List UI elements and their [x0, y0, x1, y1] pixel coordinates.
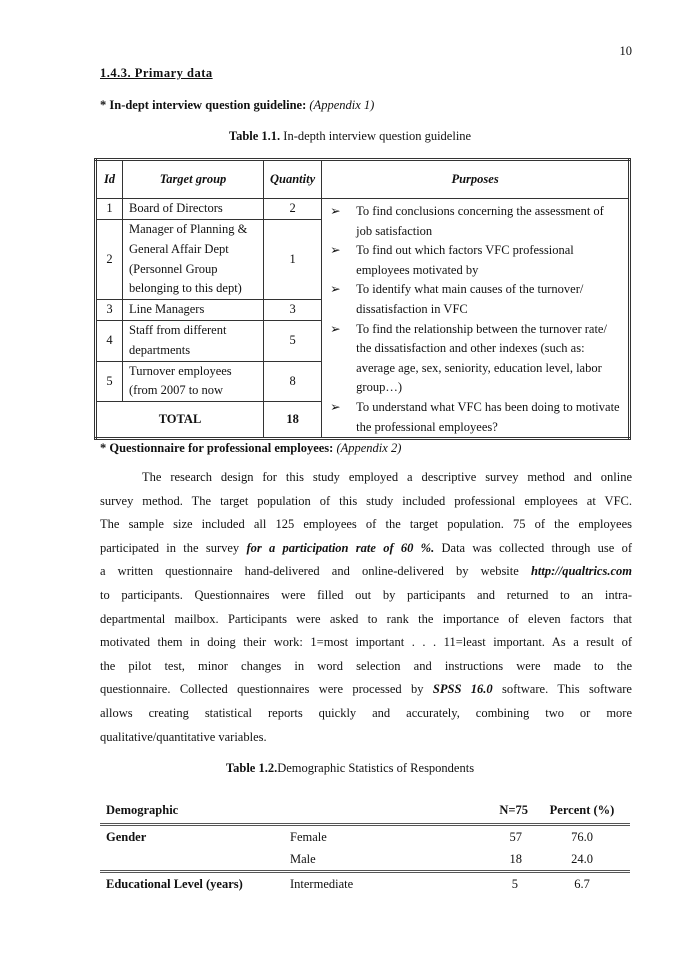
cell-demographic: Educational Level (years) [106, 876, 243, 891]
header-percent: Percent (%) [549, 802, 615, 817]
cell-id: 1 [96, 199, 123, 220]
table1-caption-number: Table 1.1. [228, 129, 281, 143]
purpose-item [328, 202, 622, 241]
text-segment: participated in the survey [100, 540, 247, 555]
header-demographic: Demographic [106, 802, 179, 817]
purpose-text: To identify what main causes of the turnover/ dissatisfaction in VFC [356, 282, 584, 316]
arrow-bullet-icon: ➢ [330, 321, 341, 336]
cell-group: Manager of Planning & General Affair Dept (Personnel Group belonging to this dept) [123, 220, 264, 300]
cell-group: Turnover employees (from 2007 to now [123, 361, 264, 402]
cell-group: Line Managers [123, 300, 264, 321]
paragraph-line [100, 517, 632, 535]
text-segment: to participants. Questionnaires were filled out by participants and returned to an intra- [100, 588, 632, 602]
header-n: N=75 [499, 802, 528, 817]
cell-group: Staff from different departments [123, 320, 264, 361]
text-segment: departmental mailbox. Participants were asked to rank the importance of eleven factors that [100, 611, 632, 626]
cell-id: 3 [96, 300, 123, 321]
interview-guideline-label [100, 98, 374, 113]
emphasis-text: for a participation rate of 60 %. [246, 540, 435, 555]
cell-subcategory: Intermediate [290, 876, 354, 891]
cell-qty: 1 [264, 220, 322, 300]
paragraph-line [142, 470, 632, 488]
text-segment: a written questionnaire hand-delivered and online-delivered by website [100, 564, 531, 579]
paragraph-line [100, 494, 632, 512]
table2-caption [0, 761, 700, 776]
questionnaire-label [100, 441, 401, 456]
arrow-bullet-icon: ➢ [330, 204, 341, 218]
interview-table [94, 158, 631, 440]
purpose-text: To understand what VFC has been doing to motivate the professional employees? [356, 399, 620, 434]
section-heading: 1.4.3. Primary data [100, 66, 213, 80]
arrow-bullet-icon: ➢ [330, 282, 341, 297]
text-segment: questionnaire. Collected questionnaires were processed by [100, 682, 433, 697]
header-target-group: Target group [123, 160, 264, 199]
table-row [100, 848, 630, 872]
cell-subcategory: Female [290, 829, 327, 844]
cell-group: Board of Directors [123, 199, 264, 220]
cell-demographic [100, 848, 284, 872]
cell-percent: 24.0 [571, 851, 593, 866]
purpose-item [328, 320, 622, 398]
cell-qty: 2 [264, 199, 322, 220]
cell-demographic: Gender [106, 829, 147, 844]
purpose-text: To find the relationship between the turnover rate/ the dissatisfaction and other indexes (such as: average age, sex, seniority, education level, labor group…) [356, 321, 607, 395]
demographic-table [100, 797, 630, 895]
total-label: TOTAL [96, 402, 264, 439]
cell-n: 5 [511, 876, 518, 891]
paragraph-line [100, 682, 632, 700]
text-segment: Data was collected through use of [434, 540, 633, 555]
questionnaire-appendix: (Appendix 2) [336, 441, 402, 455]
table-row [100, 872, 630, 896]
paragraph-line [100, 706, 632, 724]
text-segment: allows creating statistical reports quickly and accurately, combining two or more [100, 706, 632, 720]
cell-n: 18 [509, 851, 522, 866]
table1-caption [0, 129, 700, 144]
header-id: Id [96, 160, 123, 199]
text-segment: qualitative/quantitative variables. [100, 729, 267, 744]
table-row [100, 825, 630, 849]
paragraph-line [100, 541, 632, 559]
text-segment: The sample size included all 125 employees of the target population. 75 of the employees [100, 517, 632, 532]
text-segment: survey method. The target population of this study included professional employees at VFC. [100, 493, 632, 508]
emphasis-text: http://qualtrics.com [530, 564, 632, 579]
paragraph-line [100, 564, 632, 582]
interview-appendix: (Appendix 1) [309, 98, 375, 112]
cell-percent: 6.7 [574, 876, 590, 891]
cell-n: 57 [509, 829, 522, 844]
cell-percent: 76.0 [571, 829, 593, 844]
cell-qty: 3 [264, 300, 322, 321]
purpose-text: To find conclusions concerning the assessment of job satisfaction [356, 204, 604, 238]
purpose-item [328, 241, 622, 280]
paragraph-line [100, 635, 632, 653]
table2-caption-number: Table 1.2. [225, 761, 278, 775]
cell-subcategory: Male [290, 851, 316, 866]
table-row [96, 199, 630, 220]
text-segment: the pilot test, minor changes in word selection and instructions were made to the [100, 658, 632, 673]
cell-qty: 5 [264, 320, 322, 361]
table1-caption-text: In-depth interview question guideline [280, 129, 472, 143]
paragraph-line [100, 612, 632, 630]
purpose-item [328, 398, 622, 437]
text-segment: motivated them in doing their work: 1=most important . . . 11=least important. As a result of [100, 635, 632, 650]
paragraph-line [100, 659, 632, 677]
table-header-row [96, 160, 630, 199]
page-number: 10 [619, 44, 632, 58]
arrow-bullet-icon: ➢ [330, 243, 341, 258]
paragraph-line [100, 730, 632, 748]
purposes-cell [322, 199, 630, 439]
paragraph-line [100, 588, 632, 606]
cell-qty: 8 [264, 361, 322, 402]
arrow-bullet-icon: ➢ [330, 399, 341, 414]
text-segment: The research design for this study employed a descriptive survey method and online [142, 470, 632, 484]
table-header-row [100, 797, 630, 825]
total-value: 18 [264, 402, 322, 439]
questionnaire-label-text: * Questionnaire for professional employees: [100, 441, 334, 455]
header-purposes: Purposes [322, 160, 630, 199]
cell-id: 5 [96, 361, 123, 402]
header-subcategory [284, 797, 452, 825]
purpose-text: To find out which factors VFC professional employees motivated by [356, 243, 574, 277]
text-segment: software. This software [492, 682, 632, 697]
table2-caption-text: Demographic Statistics of Respondents [277, 761, 475, 775]
cell-id: 2 [96, 220, 123, 300]
header-quantity: Quantity [264, 160, 322, 199]
purpose-item [328, 280, 622, 319]
cell-id: 4 [96, 320, 123, 361]
interview-label-text: * In-dept interview question guideline: [100, 98, 307, 112]
emphasis-text: SPSS 16.0 [432, 682, 493, 697]
